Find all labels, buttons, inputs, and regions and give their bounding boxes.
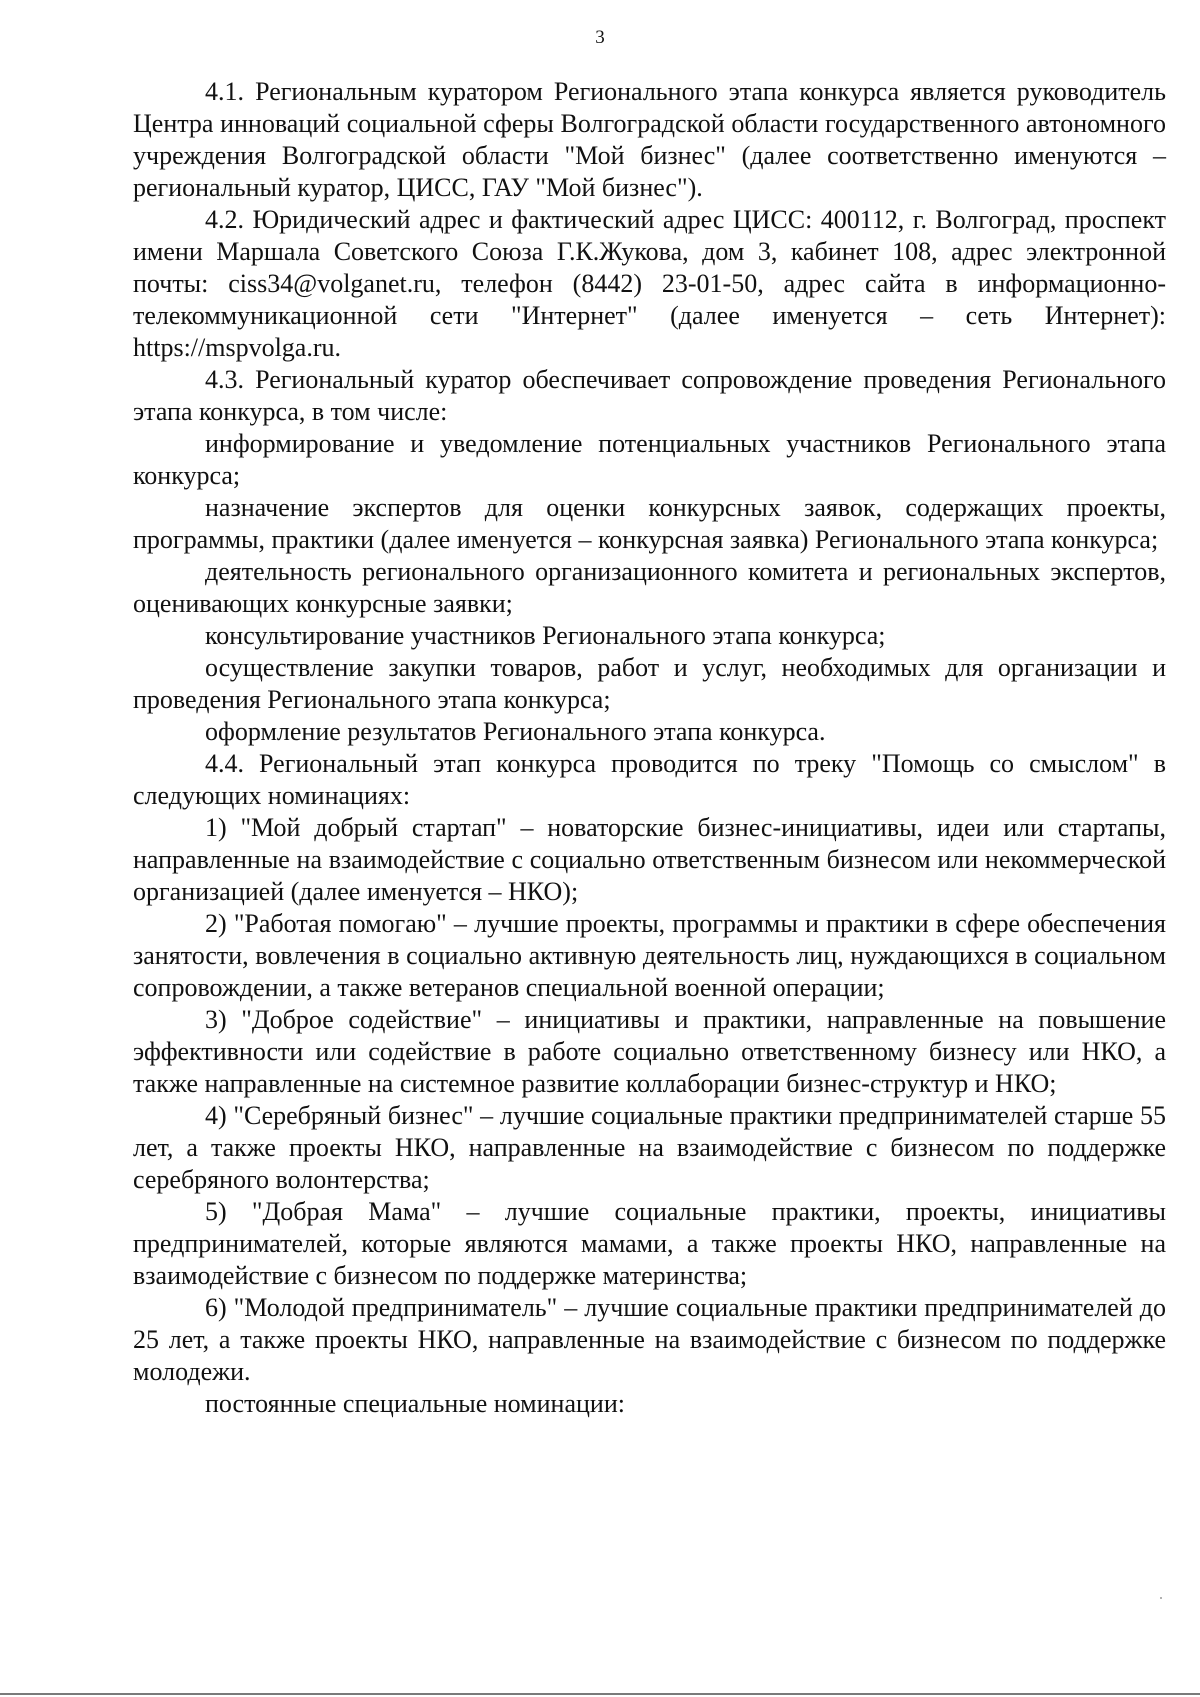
paragraph-4-2: 4.2. Юридический адрес и фактический адрес ЦИСС: 400112, г. Волгоград, проспект имени Маршала Советского Союза Г.К.Жукова, дом 3, кабинет 108, адрес электронной почты: ciss34@volganet.ru, телефон (8442) 23-01-50, адрес сайта в информационно-телекоммуникационной сети "Интернет" (далее именуется – сеть Интернет): https://mspvolga.ru.	[133, 205, 1166, 362]
scan-speck	[1160, 1597, 1162, 1599]
document-body	[133, 76, 1166, 1420]
nomination-4: 4) "Серебряный бизнес" – лучшие социальные практики предпринимателей старше 55 лет, а также проекты НКО, направленные на взаимодействие с бизнесом по поддержке серебряного волонтерства;	[133, 1101, 1166, 1194]
nomination-5: 5) "Добрая Мама" – лучшие социальные практики, проекты, инициативы предпринимателей, которые являются мамами, а также проекты НКО, направленные на взаимодействие с бизнесом по поддержке материнства;	[133, 1197, 1166, 1290]
special-nominations-heading: постоянные специальные номинации:	[205, 1389, 625, 1418]
list-item-results: оформление результатов Регионального этапа конкурса.	[205, 717, 826, 746]
nomination-3: 3) "Доброе содействие" – инициативы и практики, направленные на повышение эффективности или содействие в работе социально ответственному бизнесу или НКО, а также направленные на системное развитие коллаборации бизнес-структур и НКО;	[133, 1005, 1166, 1098]
paragraph-4-4: 4.4. Региональный этап конкурса проводится по треку "Помощь со смыслом" в следующих номинациях:	[133, 749, 1166, 810]
nomination-2: 2) "Работая помогаю" – лучшие проекты, программы и практики в сфере обеспечения занятости, вовлечения в социально активную деятельность лиц, нуждающихся в социальном сопровождении, а также ветеранов специальной военной операции;	[133, 909, 1166, 1002]
page-number: 3	[595, 27, 605, 48]
paragraph-4-3: 4.3. Региональный куратор обеспечивает сопровождение проведения Регионального этапа конкурса, в том числе:	[133, 365, 1166, 426]
list-item-informing: информирование и уведомление потенциальных участников Регионального этапа конкурса;	[133, 429, 1166, 490]
list-item-consulting: консультирование участников Регионального этапа конкурса;	[205, 621, 886, 650]
paragraph-4-1: 4.1. Региональным куратором Регионального этапа конкурса является руководитель Центра инноваций социальной сферы Волгоградской области государственного автономного учреждения Волгоградской области "Мой бизнес" (далее соответственно именуются – региональный куратор, ЦИСС, ГАУ "Мой бизнес").	[133, 77, 1166, 202]
nomination-6: 6) "Молодой предприниматель" – лучшие социальные практики предпринимателей до 25 лет, а также проекты НКО, направленные на взаимодействие с бизнесом по поддержке молодежи.	[133, 1293, 1166, 1386]
list-item-committee: деятельность регионального организационного комитета и региональных экспертов, оценивающих конкурсные заявки;	[133, 557, 1166, 618]
nomination-1: 1) "Мой добрый стартап" – новаторские бизнес-инициативы, идеи или стартапы, направленные на взаимодействие с социально ответственным бизнесом или некоммерческой организацией (далее именуется – НКО);	[133, 813, 1166, 906]
list-item-experts: назначение экспертов для оценки конкурсных заявок, содержащих проекты, программы, практики (далее именуется – конкурсная заявка) Регионального этапа конкурса;	[133, 493, 1166, 554]
bottom-scan-edge	[0, 1693, 1200, 1695]
list-item-procurement: осуществление закупки товаров, работ и услуг, необходимых для организации и проведения Регионального этапа конкурса;	[133, 653, 1166, 714]
